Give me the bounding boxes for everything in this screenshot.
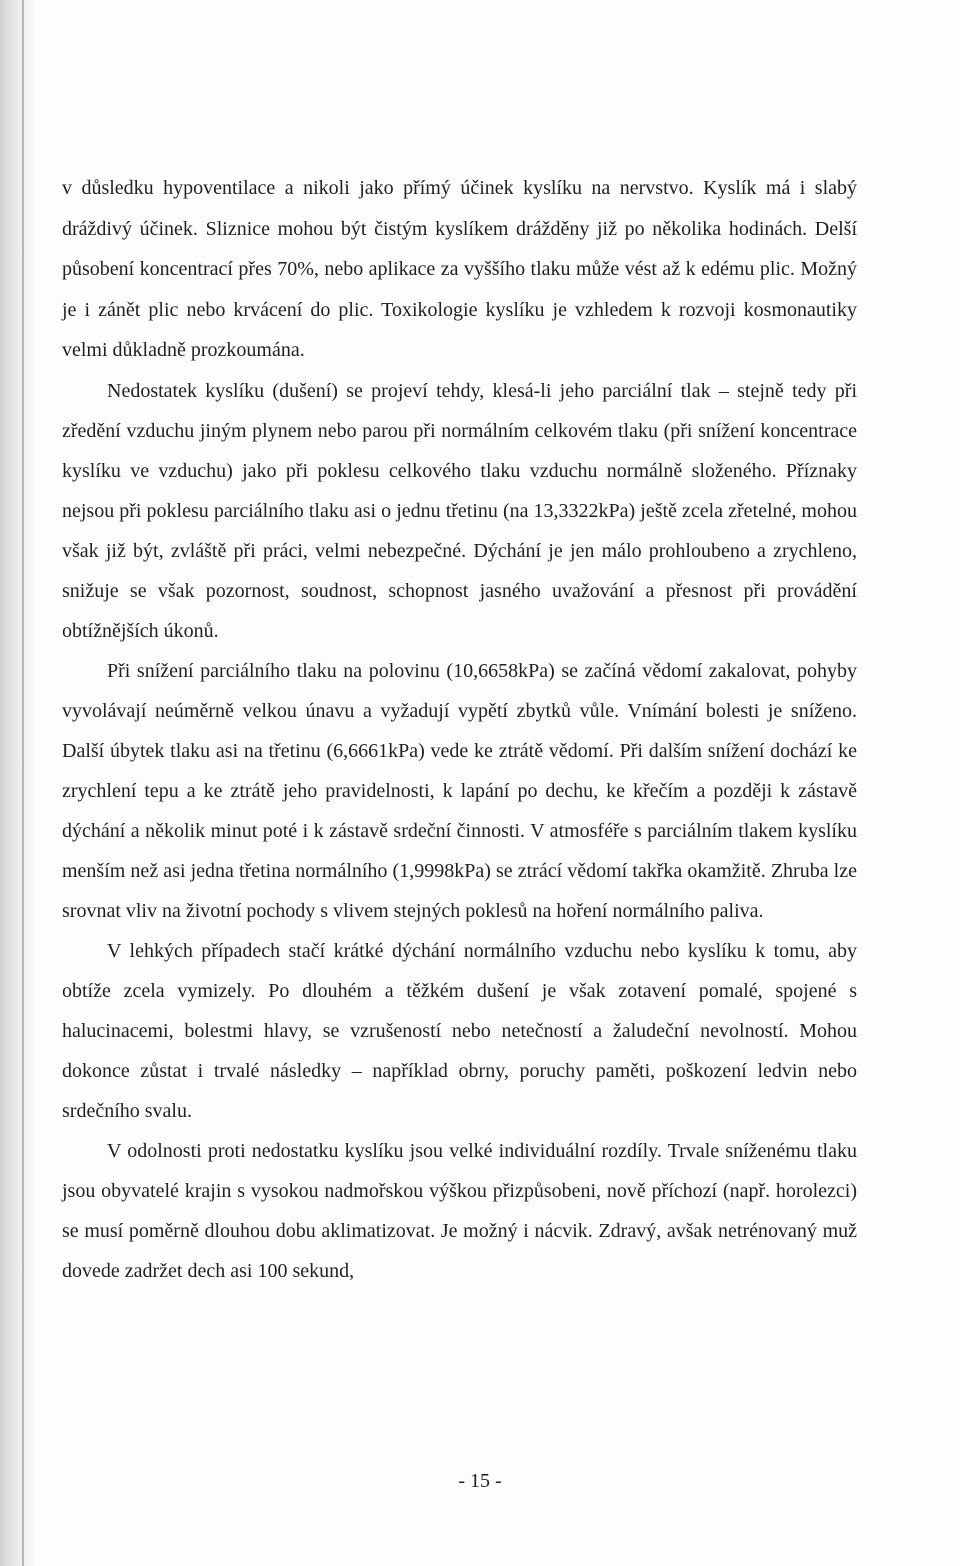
paragraph-oxygen-deficiency: Nedostatek kyslíku (dušení) se projeví tehdy, klesá-li jeho parciální tlak – stejně tedy při zředění vzduchu jiným plynem nebo parou při normálním celkovém tlaku (při snížení koncentrace kyslíku ve vzduchu) jako při poklesu celkového tlaku vzduchu normálně složeného. Příznaky nejsou při poklesu parciálního tlaku asi o jednu třetinu (na 13,3322kPa) ještě zcela zřetelné, mohou však již být, zvláště při práci, velmi nebezpečné. Dýchání je jen málo prohloubeno a zrychleno, snižuje se však pozornost, soudnost, schopnost jasného uvažování a přesnost při provádění obtížnějších úkonů. <box>62 379 857 642</box>
page-number: - 15 - <box>458 1470 502 1492</box>
paragraph-individual-differences: V odolnosti proti nedostatku kyslíku jsou velké individuální rozdíly. Trvale sníženému tlaku jsou obyvatelé krajin s vysokou nadmořskou výškou přizpůsobeni, nově příchozí (např. horolezci) se musí poměrně dlouhou dobu aklimatizovat. Je možný i nácvik. Zdravý, avšak netrénovaný muž dovede zadržet dech asi 100 sekund, <box>62 1139 857 1282</box>
paragraph-partial-pressure-effects: Při snížení parciálního tlaku na polovinu (10,6658kPa) se začíná vědomí zakalovat, pohyby vyvolávají neúměrně velkou únavu a vyžadují vypětí zbytků vůle. Vnímání bolesti je sníženo. Další úbytek tlaku asi na třetinu (6,6661kPa) vede ke ztrátě vědomí. Při dalším snížení dochází ke zrychlení tepu a ke ztrátě jeho pravidelnosti, k lapání po dechu, ke křečím a později k zástavě dýchání a několik minut poté i k zástavě srdeční činnosti. V atmosféře s parciálním tlakem kyslíku menším než asi jedna třetina normálního (1,9998kPa) se ztrácí vědomí takřka okamžitě. Zhruba lze srovnat vliv na životní pochody s vlivem stejných poklesů na hoření normálního paliva. <box>62 659 857 922</box>
paragraph-recovery: V lehkých případech stačí krátké dýchání normálního vzduchu nebo kyslíku k tomu, aby obtíže zcela vymizely. Po dlouhém a těžkém dušení je však zotavení pomalé, spojené s halucinacemi, bolestmi hlavy, se vzrušeností nebo netečností a žaludeční nevolností. Mohou dokonce zůstat i trvalé následky – například obrny, poruchy paměti, poškození ledvin nebo srdečního svalu. <box>62 939 857 1122</box>
scan-edge-shadow <box>0 0 34 1566</box>
body-text <box>62 168 857 1291</box>
scan-edge-line <box>22 0 24 1566</box>
paragraph-oxygen-toxicity: v důsledku hypoventilace a nikoli jako přímý účinek kyslíku na nervstvo. Kyslík má i slabý dráždivý účinek. Sliznice mohou být čistým kyslíkem drážděny již po několika hodinách. Delší působení koncentrací přes 70%, nebo aplikace za vyššího tlaku může vést až k edému plic. Možný je i zánět plic nebo krvácení do plic. Toxikologie kyslíku je vzhledem k rozvoji kosmonautiky velmi důkladně prozkoumána. <box>62 177 857 361</box>
